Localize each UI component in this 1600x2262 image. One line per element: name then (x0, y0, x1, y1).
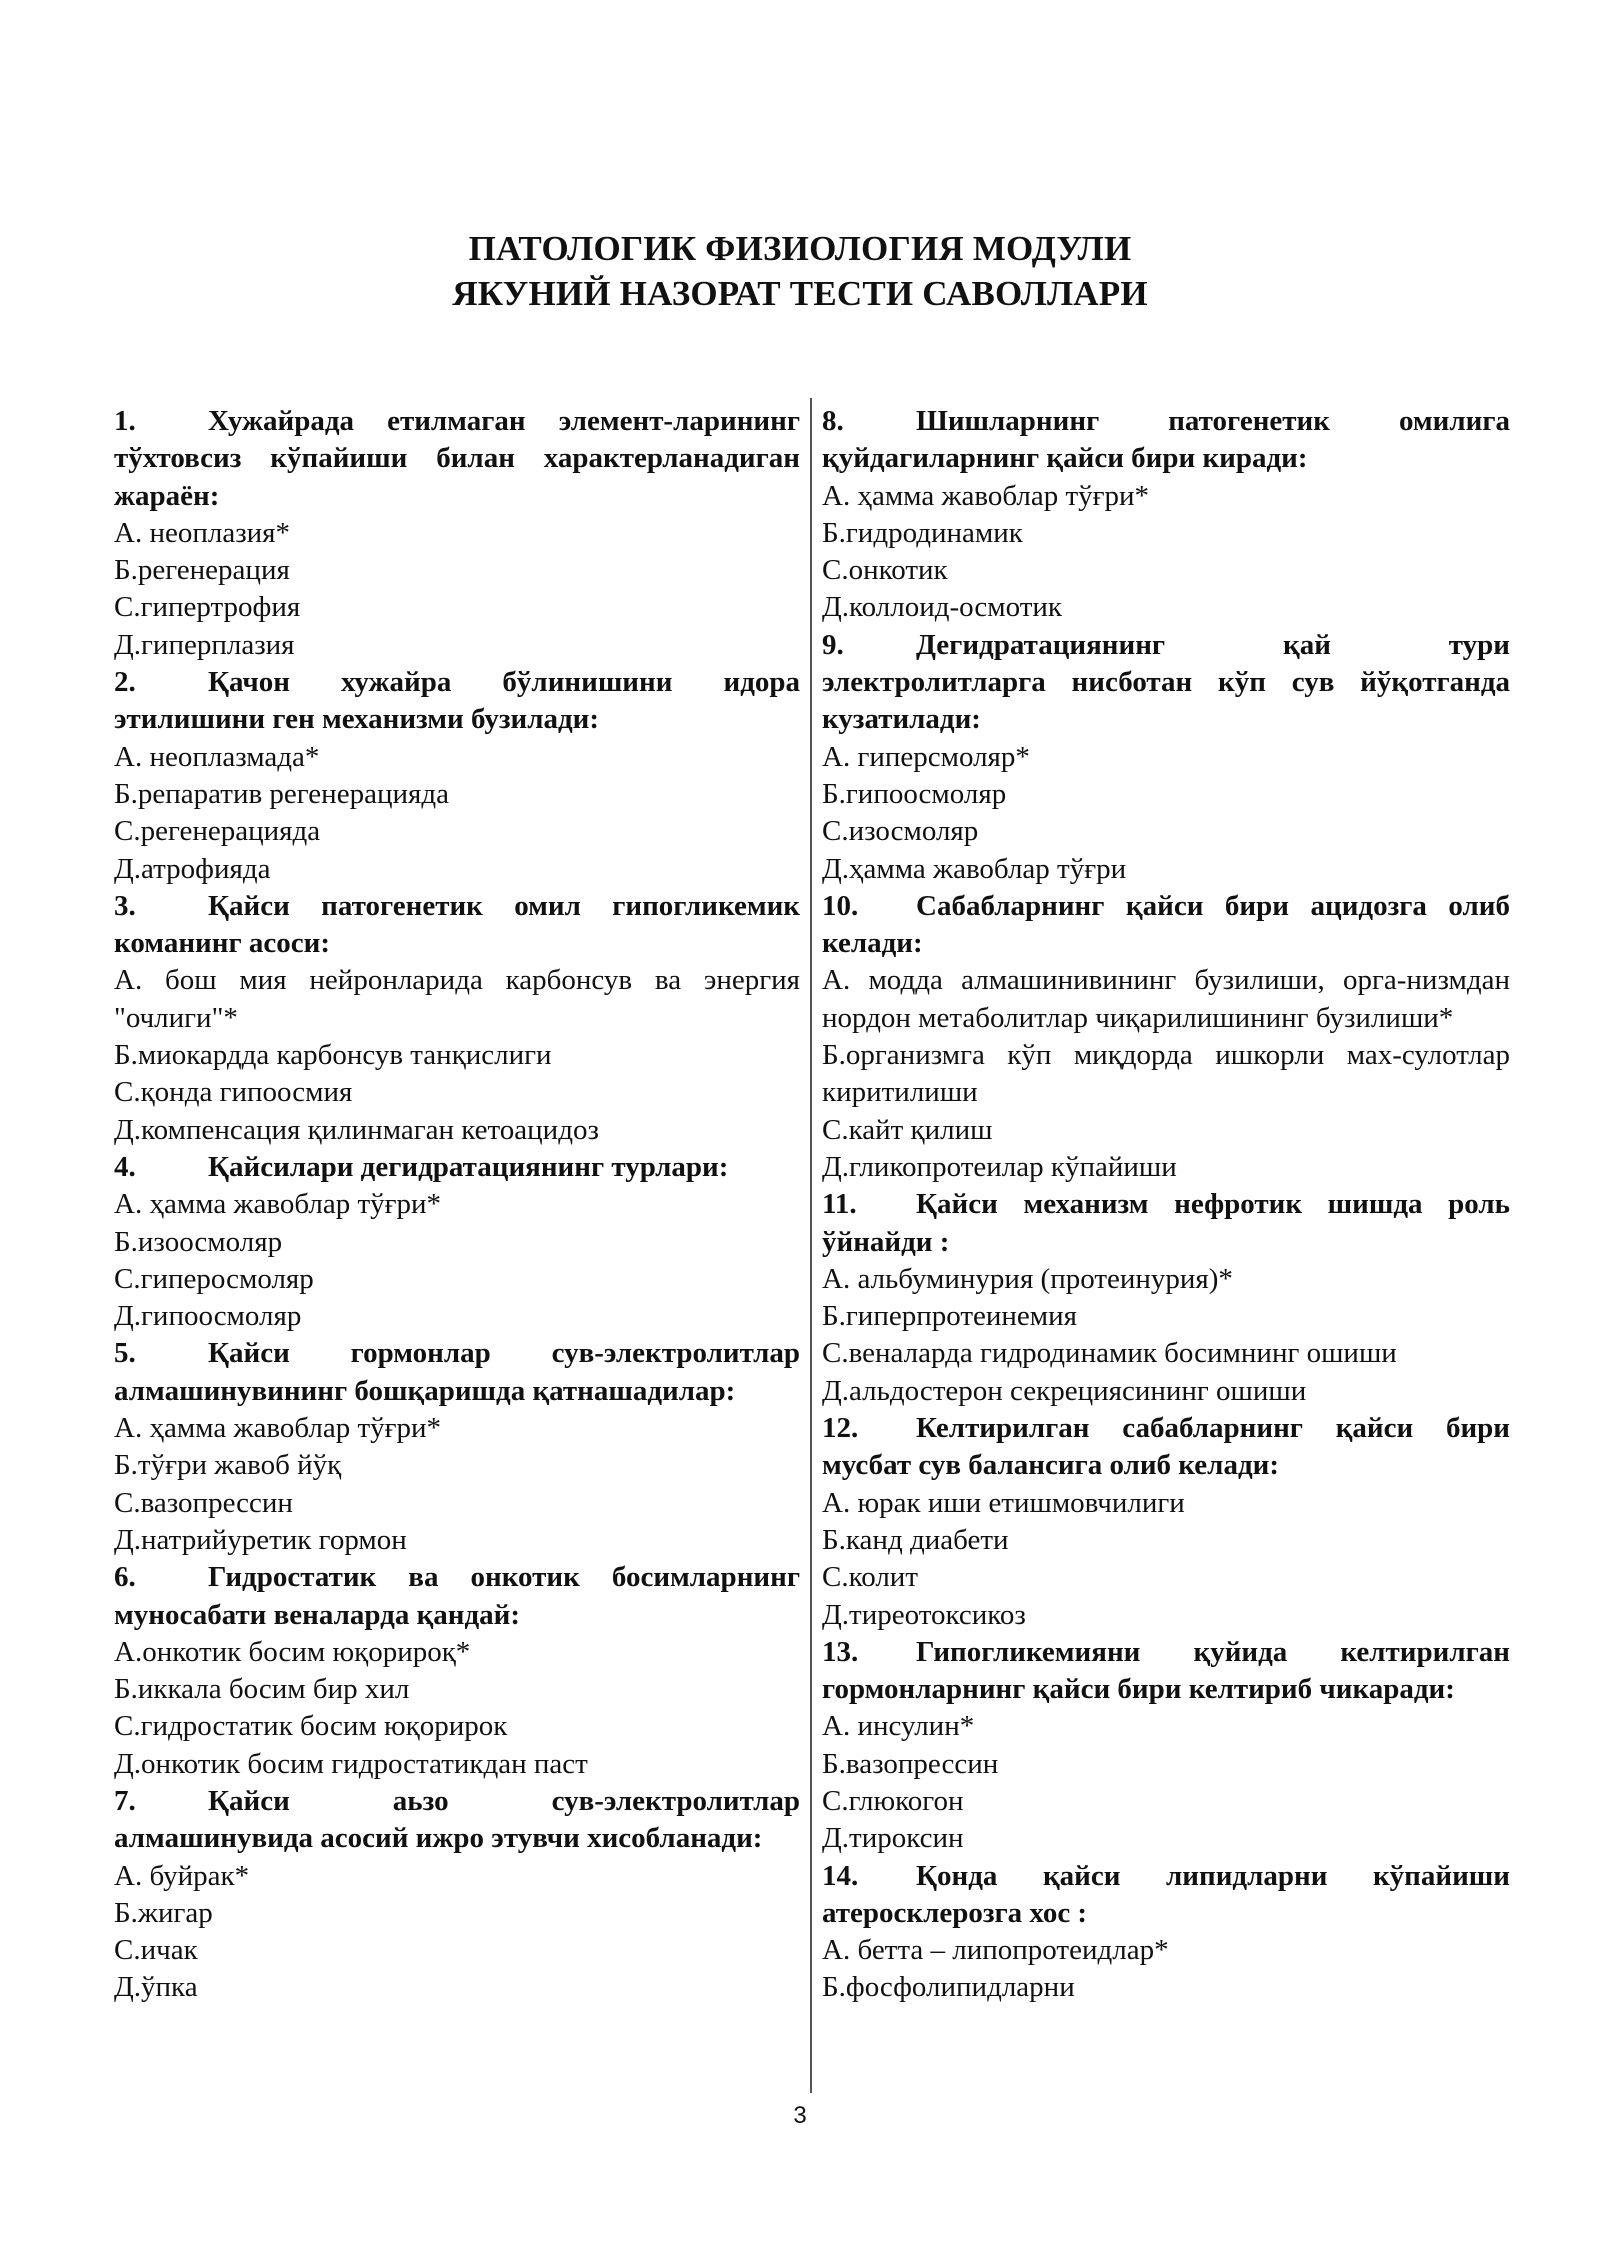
answer-option: С.изосмоляр (822, 815, 979, 848)
answer-option: С.регенерацияда (114, 815, 321, 848)
answer-option: А. бош мия нейронларида карбонсув ва энергия "очлиги"* (114, 964, 800, 1034)
question-block (822, 1634, 1510, 1858)
answer-option: Б.репаратив регенерацияда (114, 777, 449, 810)
question-text (822, 1186, 1510, 1261)
answer-option: Д.натрийуретик гормон (114, 1523, 407, 1556)
question-number: 1. (114, 405, 136, 437)
answer-option: С.гидростатик босим юқорирок (114, 1710, 508, 1743)
question-number: 8. (822, 405, 844, 437)
answer-option: А. ҳамма жавоблар тўғри* (114, 1188, 442, 1221)
column-divider (810, 398, 812, 2093)
question-prompt: Гипогликемияни қуйида келтирилган гормонларнинг қайси бири келтириб чикаради: (822, 1635, 1510, 1706)
question-prompt: Гидростатик ва онкотик босимларнинг муносабати веналарда қандай: (114, 1561, 800, 1631)
question-prompt: Қайси аьзо сув-электролитлар алмашинувида асосий ижро этувчи хисобланади: (114, 1784, 800, 1855)
question-block (114, 1559, 800, 1783)
answer-option: Б.канд диабети (822, 1523, 1009, 1556)
answer-option: А. юрак иши етишмовчилиги (822, 1486, 1185, 1519)
question-block (114, 1149, 800, 1335)
answer-option: С.глюкогон (822, 1784, 964, 1817)
answer-option: А. неоплазия* (114, 516, 291, 549)
answer-option: Д.атрофияда (114, 852, 271, 885)
answer-option: Д.гликопротеилар кўпайиши (822, 1150, 1177, 1183)
question-block (822, 1858, 1510, 2007)
answer-option: Д.компенсация қилинмаган кетоацидоз (114, 1113, 599, 1146)
question-prompt: Сабабларнинг қайси бири ацидозга олиб келади: (822, 889, 1510, 960)
answer-option: Б.фосфолипидларни (822, 1971, 1075, 2004)
answer-option: С.веналарда гидродинамик босимнинг ошиши (822, 1337, 1397, 1370)
answer-option: Б.тўғри жавоб йўқ (114, 1449, 342, 1482)
answer-option: А.онкотик босим юқорироқ* (114, 1635, 471, 1668)
question-number: 9. (822, 628, 844, 661)
answer-option: С.қонда гипоосмия (114, 1076, 353, 1109)
answer-option: С.ичак (114, 1934, 198, 1967)
question-text (822, 888, 1510, 963)
question-block (822, 888, 1510, 1186)
answer-option: Б.миокардда карбонсув танқислиги (114, 1039, 552, 1072)
question-number: 7. (114, 1784, 136, 1817)
question-prompt: Қайси патогенетик омил гипогликемик команинг асоси: (114, 889, 800, 960)
left-column (114, 403, 800, 2007)
question-text (822, 1410, 1510, 1485)
answer-option: А. альбуминурия (протеинурия)* (822, 1262, 1233, 1295)
answer-option: А. гиперсмоляр* (822, 740, 1030, 773)
answer-option: Д.гипоосмоляр (114, 1300, 302, 1333)
answer-option: А. модда алмашинивининг бузилиши, орга-низмдан нордон метаболитлар чиқарилишининг бузилиши* (822, 964, 1510, 1034)
answer-option: С.колит (822, 1561, 918, 1594)
question-number: 5. (114, 1337, 136, 1370)
answer-option: Д.ўпка (114, 1971, 198, 2004)
question-block (114, 1783, 800, 2007)
question-text (114, 1559, 800, 1634)
answer-option: А. инсулин* (822, 1710, 975, 1743)
question-number: 12. (822, 1412, 859, 1445)
right-column (822, 403, 1510, 2007)
question-block (114, 888, 800, 1149)
question-prompt: Қайсилари дегидратациянинг турлари: (208, 1150, 729, 1183)
page-header (0, 226, 1600, 316)
question-number: 6. (114, 1561, 136, 1594)
question-prompt: Қачон хужайра бўлинишини идора этилишини ген механизми бузилади: (114, 666, 800, 736)
answer-option: А. буйрак* (114, 1859, 250, 1892)
answer-option: Д.коллоид-осмотик (822, 591, 1062, 624)
question-block (114, 664, 800, 888)
page-title-line-1: ПАТОЛОГИК ФИЗИОЛОГИЯ МОДУЛИ (468, 229, 1132, 268)
question-text (114, 664, 800, 739)
question-prompt: Қайси механизм нефротик шишда роль ўйнайди : (822, 1188, 1510, 1258)
answer-option: Д.тироксин (822, 1822, 964, 1855)
page-title-line-2: ЯКУНИЙ НАЗОРАТ ТЕСТИ САВОЛЛАРИ (452, 274, 1148, 313)
question-text (114, 888, 800, 963)
answer-option: Б.иккала босим бир хил (114, 1673, 410, 1706)
question-block (114, 1335, 800, 1559)
answer-option: С.гипертрофия (114, 591, 301, 624)
question-block (822, 1410, 1510, 1634)
answer-option: Б.вазопрессин (822, 1747, 999, 1780)
answer-option: Б.жигар (114, 1896, 213, 1929)
answer-option: А. неоплазмада* (114, 740, 320, 773)
question-prompt: Хужайрада етилмаган элемент-ларининг тўхтовсиз кўпайиши билан характерланадиган жараён: (114, 405, 800, 512)
page-number: 3 (793, 2102, 807, 2129)
answer-option: С.вазопрессин (114, 1486, 293, 1519)
question-number: 14. (822, 1859, 859, 1892)
question-number: 2. (114, 666, 136, 699)
question-block (822, 403, 1510, 627)
question-prompt: Қайси гормонлар сув-электролитлар алмашинувининг бошқаришда қатнашадилар: (114, 1337, 800, 1407)
question-text (114, 1149, 800, 1186)
question-prompt: Қонда қайси липидларни кўпайиши атеросклерозга хос : (822, 1859, 1510, 1929)
question-text (114, 1335, 800, 1410)
question-block (114, 403, 800, 664)
question-block (822, 1186, 1510, 1410)
question-number: 4. (114, 1150, 136, 1183)
question-prompt: Дегидратациянинг қай тури электролитларга нисботан кўп сув йўқотганда кузатилади: (822, 628, 1510, 736)
answer-option: Д.онкотик босим гидростатикдан паст (114, 1747, 588, 1780)
question-text (822, 627, 1510, 739)
question-text (822, 1634, 1510, 1709)
question-number: 3. (114, 889, 136, 922)
answer-option: А. ҳамма жавоблар тўғри* (822, 479, 1150, 512)
answer-option: Б.организмга кўп миқдорда ишкорли мах-сулотлар киритилиши (822, 1039, 1510, 1109)
question-prompt: Шишларнинг патогенетик омилига қуйдагиларнинг қайси бири киради: (822, 405, 1510, 475)
answer-option: С.онкотик (822, 554, 948, 587)
question-number: 11. (822, 1188, 857, 1221)
question-number: 10. (822, 889, 859, 922)
answer-option: С.кайт қилиш (822, 1113, 993, 1146)
answer-option: Б.изоосмоляр (114, 1225, 283, 1258)
answer-option: Д.ҳамма жавоблар тўғри (822, 852, 1127, 885)
question-text (114, 403, 800, 515)
answer-option: Б.регенерация (114, 554, 290, 587)
answer-option: А. ҳамма жавоблар тўғри* (114, 1412, 442, 1445)
question-block (822, 627, 1510, 888)
question-text (114, 1783, 800, 1858)
answer-option: Д.тиреотоксикоз (822, 1598, 1026, 1631)
question-text (822, 403, 1510, 478)
question-number: 13. (822, 1635, 859, 1668)
answer-option: Д.гиперплазия (114, 628, 295, 661)
answer-option: Б.гидродинамик (822, 516, 1023, 549)
question-text (822, 1858, 1510, 1933)
answer-option: Д.альдостерон секрециясининг ошиши (822, 1374, 1307, 1407)
answer-option: А. бетта – липопротеидлар* (822, 1934, 1169, 1967)
question-prompt: Келтирилган сабабларнинг қайси бири мусбат сув балансига олиб келади: (822, 1412, 1510, 1482)
answer-option: Б.гипоосмоляр (822, 777, 1007, 810)
answer-option: С.гиперосмоляр (114, 1262, 314, 1295)
answer-option: Б.гиперпротеинемия (822, 1300, 1078, 1333)
